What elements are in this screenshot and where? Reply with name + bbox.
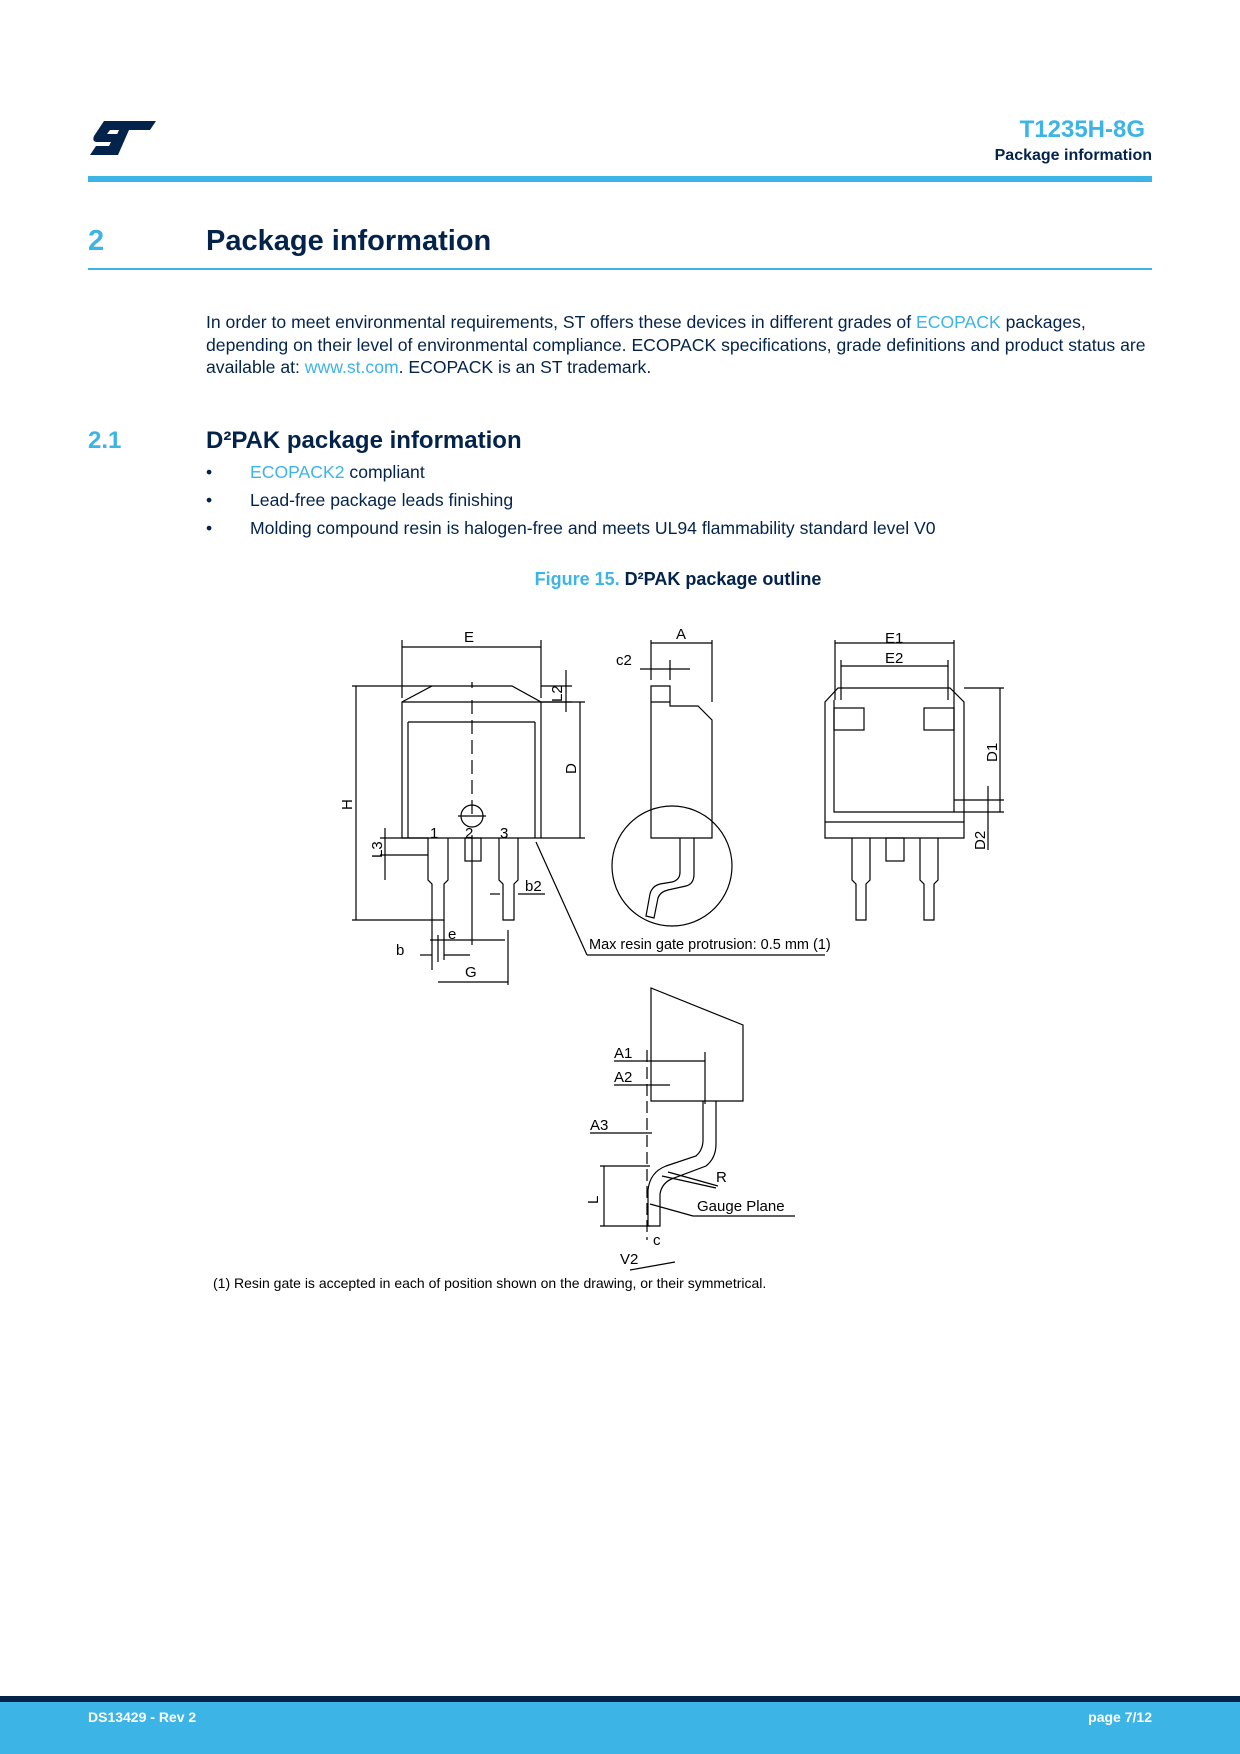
list-item: • ECOPACK2 compliant bbox=[206, 462, 425, 482]
dim-label: A bbox=[676, 626, 687, 643]
subsection-title: D²PAK package information bbox=[206, 427, 522, 454]
pin-label: 2 bbox=[465, 825, 474, 842]
pin-label: 1 bbox=[430, 825, 439, 842]
dim-label: E2 bbox=[885, 650, 904, 667]
dim-label: E1 bbox=[885, 630, 904, 647]
dim-label: L bbox=[585, 1195, 602, 1204]
dim-label: A2 bbox=[614, 1069, 633, 1086]
dim-label: V2 bbox=[620, 1251, 639, 1268]
dim-label: G bbox=[465, 964, 477, 981]
footer-page-number: page 7/12 bbox=[1088, 1709, 1152, 1725]
footer-doc-id: DS13429 - Rev 2 bbox=[88, 1709, 197, 1725]
st-website-link[interactable]: www.st.com bbox=[304, 357, 399, 377]
list-item: • Molding compound resin is halogen-free and meets UL94 flammability standard level V0 bbox=[206, 518, 936, 538]
intro-paragraph: In order to meet environmental requirements, ST offers these devices in different grades of ECOPACK packages, depending on their level of environmental compliance. ECOPACK specifications, grade definitions and product status are available at: www.st.com. ECOPACK is an ST trademark. bbox=[206, 312, 1146, 377]
dim-label: b bbox=[396, 942, 405, 959]
dim-label: L2 bbox=[549, 685, 566, 702]
section-title: Package information bbox=[206, 225, 492, 257]
ecopack2-link[interactable]: ECOPACK2 bbox=[250, 462, 345, 482]
figure-caption: Figure 15. D²PAK package outline bbox=[534, 569, 822, 589]
footer-bar bbox=[0, 1696, 1240, 1754]
dim-label: e bbox=[448, 926, 457, 943]
gate-note-label: Max resin gate protrusion: 0.5 mm (1) bbox=[589, 937, 831, 953]
dim-label: L3 bbox=[369, 841, 386, 858]
dim-label: E bbox=[464, 629, 475, 646]
dim-label: Gauge Plane bbox=[697, 1198, 785, 1215]
dim-label: D2 bbox=[972, 830, 989, 850]
header-section-name: Package information bbox=[994, 147, 1152, 164]
ecopack-link[interactable]: ECOPACK bbox=[916, 312, 1001, 332]
dim-label: R bbox=[716, 1169, 727, 1186]
subsection-number: 2.1 bbox=[88, 427, 122, 454]
dim-label: H bbox=[339, 799, 356, 810]
dim-label: A3 bbox=[590, 1117, 609, 1134]
dim-label: A1 bbox=[614, 1045, 633, 1062]
figure-note: (1) Resin gate is accepted in each of position shown on the drawing, or their symmetrical. bbox=[213, 1275, 767, 1291]
dim-label: c2 bbox=[616, 652, 632, 669]
dim-label: b2 bbox=[525, 878, 542, 895]
dim-label: D1 bbox=[984, 742, 1001, 762]
section-number: 2 bbox=[88, 225, 105, 257]
dim-label: c bbox=[653, 1232, 661, 1249]
document-title: T1235H-8G bbox=[1019, 116, 1145, 143]
list-item: • Lead-free package leads finishing bbox=[206, 490, 514, 510]
pin-label: 3 bbox=[500, 825, 509, 842]
dim-label: D bbox=[563, 763, 580, 774]
